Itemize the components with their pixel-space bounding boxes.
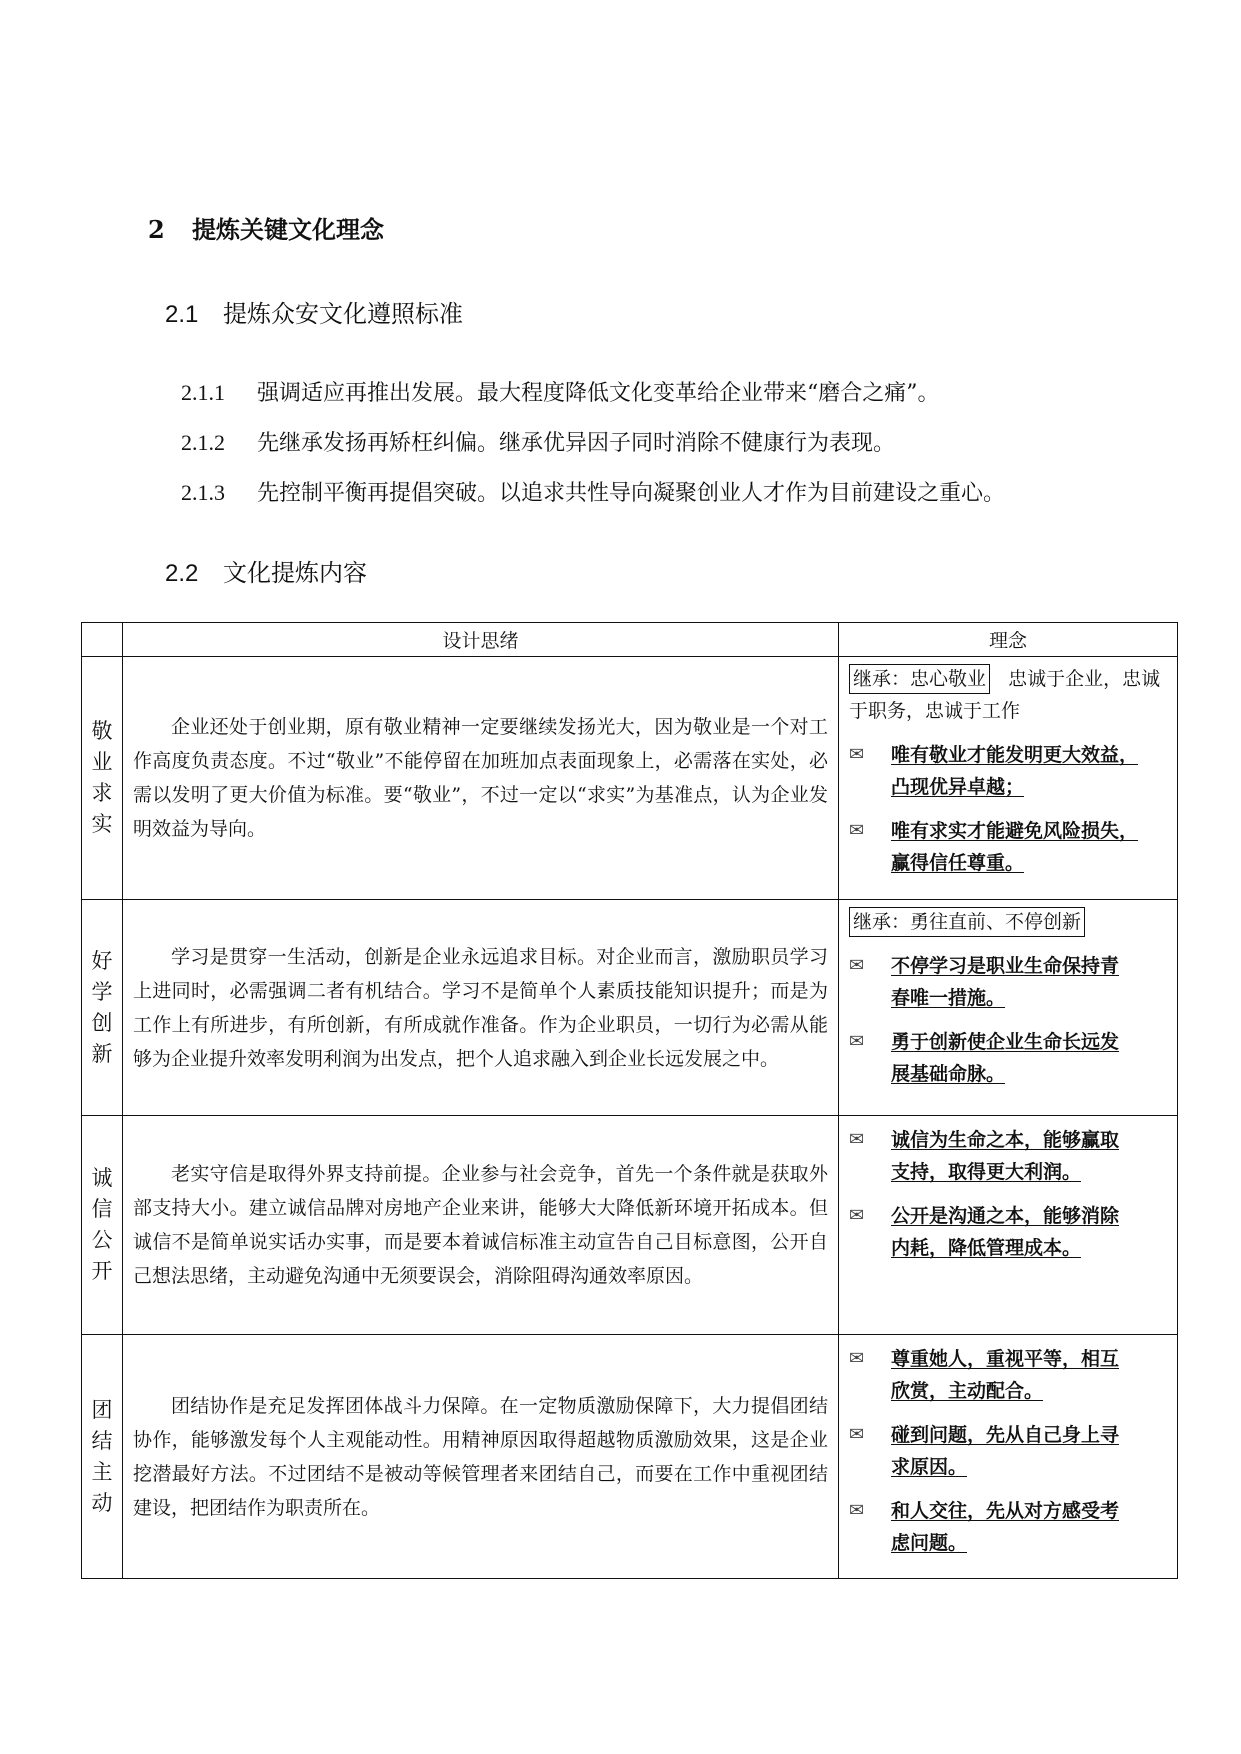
envelope-icon: ✉ bbox=[849, 955, 865, 976]
row-label-char: 公 bbox=[91, 1228, 113, 1252]
idea-text: 唯有敬业才能发明更大效益， 凸现优异卓越； bbox=[891, 744, 1139, 798]
idea-bullet bbox=[849, 1200, 1177, 1264]
idea-bullet bbox=[849, 1124, 1177, 1188]
idea-bullet bbox=[849, 739, 1177, 803]
design-text: 企业还处于创业期，原有敬业精神一定要继续发扬光大，因为敬业是一个对工作高度负责态度。不过“敬业”不能停留在加班加点表面现象上，必需落在实处，必需以发明了更大价值为标准。要“敬业”，不过一定以“求实”为基准点，认为企业发明效益为导向。 bbox=[133, 716, 828, 840]
idea-bullet bbox=[849, 1343, 1177, 1407]
row-label-char: 开 bbox=[91, 1259, 113, 1283]
idea-bullet bbox=[849, 815, 1177, 879]
idea-text: 和人交往，先从对方感受考 虑问题。 bbox=[891, 1500, 1120, 1554]
heading-1-number: 2 bbox=[148, 215, 165, 244]
design-cell bbox=[123, 1116, 839, 1335]
idea-bullet bbox=[849, 1419, 1177, 1483]
inherit-label: 继承：忠心敬业 bbox=[849, 664, 990, 694]
design-text: 学习是贯穿一生活动，创新是企业永远追求目标。对企业而言，激励职员学习上进同时，必需强调二者有机结合。学习不是简单个人素质技能知识提升；而是为工作上有所进步，有所创新，有所成就作准备。作为企业职员，一切行为必需从能够为企业提升效率发明利润为出发点，把个人追求融入到企业长远发展之中。 bbox=[133, 945, 828, 1070]
header-cell bbox=[82, 623, 123, 657]
row-label-char: 新 bbox=[91, 1041, 113, 1066]
row-label-char: 信 bbox=[91, 1197, 113, 1221]
row-label-char: 业 bbox=[91, 750, 113, 774]
envelope-icon: ✉ bbox=[849, 1129, 865, 1150]
heading-2-2 bbox=[165, 553, 367, 588]
inherit-label: 继承：勇往直前、不停创新 bbox=[849, 907, 1085, 937]
item-2-1-3 bbox=[181, 476, 1005, 507]
heading-2-1-number: 2.1 bbox=[165, 301, 199, 328]
idea-cell bbox=[839, 1116, 1178, 1335]
row-label-char: 团 bbox=[91, 1397, 113, 1422]
row-label-char: 诚 bbox=[91, 1166, 113, 1190]
envelope-icon: ✉ bbox=[849, 1205, 865, 1226]
envelope-icon: ✉ bbox=[849, 744, 865, 765]
idea-text: 公开是沟通之本，能够消除 内耗，降低管理成本。 bbox=[891, 1205, 1120, 1259]
idea-text: 勇于创新使企业生命长远发 展基础命脉。 bbox=[891, 1031, 1120, 1085]
inherit-extra: 忠诚于企业，忠诚于职务，忠诚于工作 bbox=[849, 668, 1161, 722]
row-label bbox=[82, 657, 123, 900]
row-label bbox=[82, 900, 123, 1116]
table-row bbox=[82, 900, 1178, 1116]
header-cell: 设计思绪 bbox=[123, 623, 839, 657]
row-label-char: 实 bbox=[91, 812, 113, 836]
culture-table bbox=[81, 622, 1178, 1579]
idea-bullet bbox=[849, 950, 1177, 1014]
idea-cell bbox=[839, 1335, 1178, 1579]
heading-2-2-title: 文化提炼内容 bbox=[223, 559, 367, 587]
row-label-char: 学 bbox=[91, 979, 113, 1004]
design-cell bbox=[123, 657, 839, 900]
item-number: 2.1.3 bbox=[181, 480, 225, 505]
idea-text: 碰到问题，先从自己身上寻 求原因。 bbox=[891, 1424, 1120, 1478]
idea-bullet bbox=[849, 1495, 1177, 1559]
header-cell: 理念 bbox=[839, 623, 1178, 657]
item-number: 2.1.2 bbox=[181, 430, 225, 455]
idea-text: 尊重她人，重视平等，相互 欣赏，主动配合。 bbox=[891, 1348, 1120, 1402]
inherit-line bbox=[849, 906, 1177, 938]
item-text: 先继承发扬再矫枉纠偏。继承优异因子同时消除不健康行为表现。 bbox=[257, 431, 896, 456]
design-text: 老实守信是取得外界支持前提。企业参与社会竞争，首先一个条件就是获取外部支持大小。建立诚信品牌对房地产企业来讲，能够大大降低新环境开拓成本。但诚信不是简单说实话办实事，而是要本着诚信标准主动宣告自己目标意图，公开自己想法思绪，主动避免沟通中无须要误会，消除阻碍沟通效率原因。 bbox=[133, 1163, 828, 1287]
item-2-1-1 bbox=[181, 376, 940, 407]
table-row bbox=[82, 1116, 1178, 1335]
idea-text: 不停学习是职业生命保持青 春唯一措施。 bbox=[891, 955, 1120, 1009]
heading-1-title: 提炼关键文化理念 bbox=[192, 215, 384, 244]
envelope-icon: ✉ bbox=[849, 820, 865, 841]
table-row bbox=[82, 1335, 1178, 1579]
idea-text: 诚信为生命之本，能够赢取 支持，取得更大利润。 bbox=[891, 1129, 1120, 1183]
design-cell bbox=[123, 900, 839, 1116]
row-label-char: 主 bbox=[91, 1459, 113, 1484]
table-header-row bbox=[82, 623, 1178, 657]
idea-cell bbox=[839, 657, 1178, 900]
idea-bullet bbox=[849, 1026, 1177, 1090]
item-text: 强调适应再推出发展。最大程度降低文化变革给企业带来“磨合之痛”。 bbox=[257, 381, 940, 406]
inherit-line bbox=[849, 663, 1177, 727]
heading-1 bbox=[148, 210, 384, 245]
row-label-char: 结 bbox=[91, 1428, 113, 1453]
idea-cell bbox=[839, 900, 1178, 1116]
row-label-char: 好 bbox=[91, 948, 113, 973]
envelope-icon: ✉ bbox=[849, 1348, 865, 1369]
row-label-char: 动 bbox=[91, 1490, 113, 1515]
row-label-char: 创 bbox=[91, 1010, 113, 1035]
envelope-icon: ✉ bbox=[849, 1031, 865, 1052]
item-2-1-2 bbox=[181, 426, 895, 457]
row-label-char: 求 bbox=[91, 781, 113, 805]
item-text: 先控制平衡再提倡突破。以追求共性导向凝聚创业人才作为目前建设之重心。 bbox=[257, 481, 1006, 506]
envelope-icon: ✉ bbox=[849, 1424, 865, 1445]
row-label-char: 敬 bbox=[91, 719, 113, 743]
heading-2-2-number: 2.2 bbox=[165, 560, 199, 587]
table-row bbox=[82, 657, 1178, 900]
envelope-icon: ✉ bbox=[849, 1500, 865, 1521]
design-text: 团结协作是充足发挥团体战斗力保障。在一定物质激励保障下，大力提倡团结协作，能够激发每个人主观能动性。用精神原因取得超越物质激励效果，这是企业挖潜最好方法。不过团结不是被动等候管理者来团结自己，而要在工作中重视团结建设，把团结作为职责所在。 bbox=[133, 1394, 828, 1519]
item-number: 2.1.1 bbox=[181, 380, 225, 405]
row-label bbox=[82, 1116, 123, 1335]
idea-text: 唯有求实才能避免风险损失， 赢得信任尊重。 bbox=[891, 820, 1139, 874]
heading-2-1 bbox=[165, 294, 463, 329]
design-cell bbox=[123, 1335, 839, 1579]
heading-2-1-title: 提炼众安文化遵照标准 bbox=[223, 300, 463, 328]
row-label bbox=[82, 1335, 123, 1579]
